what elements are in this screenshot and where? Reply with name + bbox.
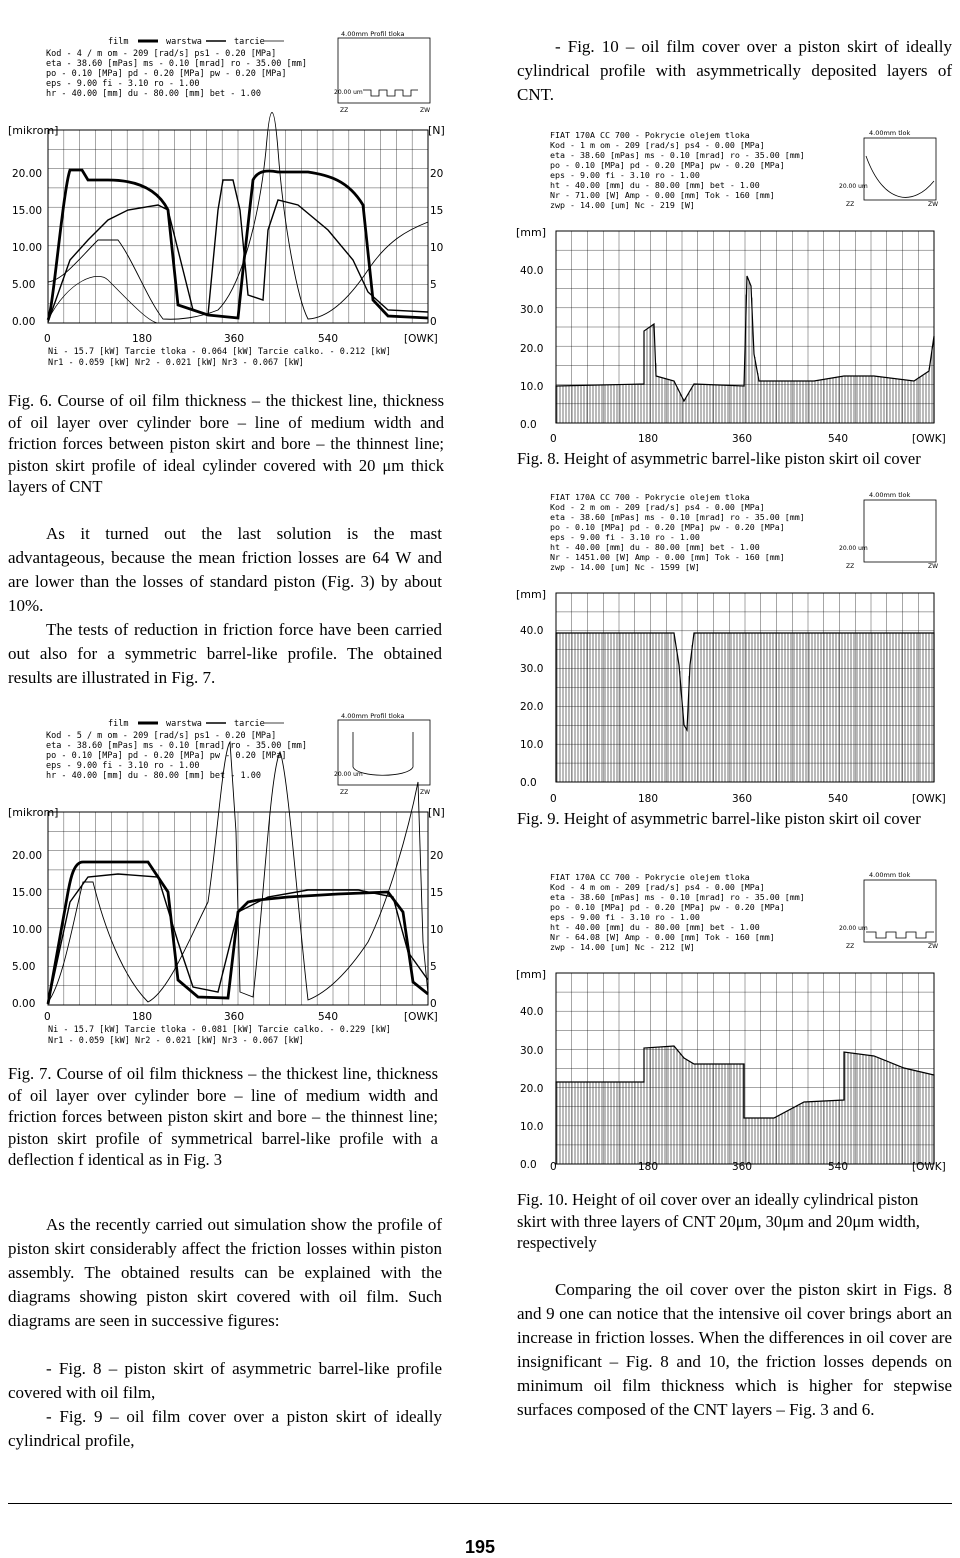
svg-text:ZZ: ZZ xyxy=(846,943,855,950)
figure-10 xyxy=(514,870,954,1175)
svg-text:Kod - 5 / m om - 209: Kod - 5 / m om - 209 [rad/s] ps1 - 0.20 [MPa] xyxy=(46,731,277,741)
x-ticks xyxy=(44,333,438,345)
svg-text:5: 5 xyxy=(430,961,437,973)
y-ticks xyxy=(520,1006,543,1171)
svg-text:Nr - 71.00 [W] Amp - 0.0: Nr - 71.00 [W] Amp - 0.00 [mm] Tok - 160 [mm] xyxy=(550,190,775,200)
svg-text:15: 15 xyxy=(430,887,444,899)
x-ticks xyxy=(550,433,946,445)
svg-text:540: 540 xyxy=(828,793,849,805)
list-item-fig9: - Fig. 9 – oil film cover over a piston skirt of ideally cylindrical profile, xyxy=(8,1407,442,1450)
paragraph-1: As it turned out the last solution is the mast advantageous, because the mean friction losses are 64 W and are lower than the losses of standard piston (Fig. 3) by about 10%. xyxy=(8,524,442,615)
svg-text:ZZ: ZZ xyxy=(846,563,855,570)
svg-text:10.0: 10.0 xyxy=(520,381,544,393)
oil-cover-hatch xyxy=(557,633,932,782)
svg-text:Kod - 1 m om - 209: Kod - 1 m om - 209 [rad/s] ps4 - 0.00 [MPa] xyxy=(550,140,765,150)
svg-text:po - 0.10 [MPa] pd - 0.2: po - 0.10 [MPa] pd - 0.20 [MPa] pw - 0.20 [MPa] xyxy=(550,522,785,532)
svg-text:20: 20 xyxy=(430,850,444,862)
svg-text:ZZ: ZZ xyxy=(340,107,349,114)
svg-text:ZZ: ZZ xyxy=(340,789,349,796)
svg-text:20.0: 20.0 xyxy=(520,701,544,713)
svg-text:ZW: ZW xyxy=(928,201,939,208)
svg-text:540: 540 xyxy=(828,1161,849,1173)
figure-9 xyxy=(514,490,954,808)
svg-text:20.00 um: 20.00 um xyxy=(839,183,868,190)
svg-text:[OWK]: [OWK] xyxy=(404,333,438,345)
plot-grid xyxy=(556,593,934,782)
plot-grid xyxy=(556,973,934,1164)
svg-text:10.00: 10.00 xyxy=(12,242,43,254)
svg-text:4.00mm Profil tloka: 4.00mm Profil tloka xyxy=(341,30,405,38)
y-axis-unit-right: [N] xyxy=(428,124,445,137)
svg-text:eps - 9.00 fi - 3.1: eps - 9.00 fi - 3.10 ro - 1.00 xyxy=(550,912,700,922)
svg-text:0: 0 xyxy=(550,1161,557,1173)
svg-text:4.00mm Profil tloka: 4.00mm Profil tloka xyxy=(341,712,405,720)
svg-text:eps - 9.00 fi - 3.1: eps - 9.00 fi - 3.10 ro - 1.00 xyxy=(46,79,200,89)
paragraph-2: The tests of reduction in friction force have been carried out also for a symmetric barrel-like profile. The obtained results are illustrated in Fig. 7. xyxy=(8,620,442,687)
svg-text:ZW: ZW xyxy=(928,943,939,950)
svg-text:eta - 38.60 [mPas] ms - 0.1: eta - 38.60 [mPas] ms - 0.10 [mrad] ro - 35.00 [mm] xyxy=(550,150,805,160)
svg-text:20.00 um: 20.00 um xyxy=(839,545,868,552)
figure-7-plot xyxy=(8,712,448,1052)
y-ticks-left xyxy=(12,168,42,328)
svg-text:0: 0 xyxy=(550,793,557,805)
svg-text:eta - 38.60 [mPas] ms - 0.1: eta - 38.60 [mPas] ms - 0.10 [mrad] ro - 35.00 [mm] xyxy=(550,512,805,522)
svg-text:360: 360 xyxy=(224,1011,245,1023)
svg-text:360: 360 xyxy=(224,333,245,345)
footer-stats xyxy=(48,1025,391,1046)
paragraph-3: As the recently carried out simulation show the profile of piston skirt considerably affect the friction losses within piston assembly. The obtained results can be explained with the diagrams showing piston skirt covered with oil film. Such diagrams are seen in successive figures: xyxy=(8,1215,442,1330)
svg-text:0.00: 0.00 xyxy=(12,998,36,1010)
paragraph-4: Comparing the oil cover over the piston skirt in Figs. 8 and 9 one can notice that the intensive oil cover brings abort an increase in friction losses. When the differences in oil cover are insignificant – Fig. 8 and 10, the friction losses depends on minimum oil film thickness which is higher for stepwise surfaces composed of the CNT layers – Fig. 3 and 6. xyxy=(517,1280,952,1419)
svg-text:po - 0.10 [MPa] pd - 0.2: po - 0.10 [MPa] pd - 0.20 [MPa] pw - 0.20 [MPa] xyxy=(46,751,287,761)
svg-text:4.00mm tlok: 4.00mm tlok xyxy=(869,129,911,137)
svg-text:po - 0.10 [MPa] pd - 0.2: po - 0.10 [MPa] pd - 0.20 [MPa] pw - 0.20 [MPa] xyxy=(550,902,785,912)
y-ticks-right xyxy=(430,168,443,328)
svg-text:ht - 40.00 [mm] du - 80.0: ht - 40.00 [mm] du - 80.00 [mm] bet - 1.00 xyxy=(550,922,760,932)
svg-text:15.00: 15.00 xyxy=(12,205,43,217)
svg-text:Ni - 15.7 [kW] Tarcie tlo: Ni - 15.7 [kW] Tarcie tloka - 0.064 [kW] Tarcie calko. - 0.212 [kW] xyxy=(48,347,391,357)
svg-text:40.0: 40.0 xyxy=(520,625,544,637)
svg-text:ht - 40.00 [mm] du - 80.0: ht - 40.00 [mm] du - 80.00 [mm] bet - 1.00 xyxy=(550,180,760,190)
svg-text:10.0: 10.0 xyxy=(520,1121,544,1133)
x-ticks xyxy=(550,793,946,805)
svg-text:0.00: 0.00 xyxy=(12,316,36,328)
svg-text:40.0: 40.0 xyxy=(520,265,544,277)
svg-text:[OWK]: [OWK] xyxy=(404,1011,438,1023)
svg-text:ZW: ZW xyxy=(420,107,431,114)
svg-text:0.0: 0.0 xyxy=(520,777,537,789)
svg-text:[OWK]: [OWK] xyxy=(912,793,946,805)
fig7-caption: Fig. 7. Course of oil film thickness – the thickest line, thickness of oil layer over cylinder bore – line of medium width and friction forces between piston skirt and bore – the thinnest line; piston skirt profile of symmetrical barrel-like profile with a deflection f identical as in Fig. 3 xyxy=(8,1064,438,1169)
svg-text:Kod - 2 m om - 209: Kod - 2 m om - 209 [rad/s] ps4 - 0.00 [MPa] xyxy=(550,502,765,512)
figure-8-plot xyxy=(514,126,954,446)
parameter-block xyxy=(550,492,805,572)
svg-text:ZW: ZW xyxy=(928,563,939,570)
legend xyxy=(108,719,284,729)
svg-text:20.00 um: 20.00 um xyxy=(839,925,868,932)
svg-text:[OWK]: [OWK] xyxy=(912,1161,946,1173)
svg-text:0: 0 xyxy=(550,433,557,445)
parameter-block xyxy=(550,872,805,952)
svg-text:0.0: 0.0 xyxy=(520,1159,537,1171)
svg-text:4.00mm tlok: 4.00mm tlok xyxy=(869,491,911,499)
parameter-block xyxy=(46,49,307,99)
svg-text:5: 5 xyxy=(430,279,437,291)
svg-text:Ni - 15.7 [kW] Tarcie tlo: Ni - 15.7 [kW] Tarcie tloka - 0.081 [kW] Tarcie calko. - 0.229 [kW] xyxy=(48,1025,391,1035)
svg-text:540: 540 xyxy=(828,433,849,445)
profile-inset xyxy=(334,30,430,114)
svg-text:po - 0.10 [MPa] pd - 0.2: po - 0.10 [MPa] pd - 0.20 [MPa] pw - 0.20 [MPa] xyxy=(46,69,287,79)
svg-text:10.0: 10.0 xyxy=(520,739,544,751)
svg-text:[mm]: [mm] xyxy=(516,968,547,981)
svg-text:0: 0 xyxy=(44,333,51,345)
svg-text:zwp - 14.00 [um] Nc - 212: zwp - 14.00 [um] Nc - 212 [W] xyxy=(550,942,695,952)
svg-text:0.0: 0.0 xyxy=(520,419,537,431)
figure-9-plot xyxy=(514,490,954,808)
svg-text:eps - 9.00 fi - 3.1: eps - 9.00 fi - 3.10 ro - 1.00 xyxy=(550,170,700,180)
svg-text:4.00mm tlok: 4.00mm tlok xyxy=(869,871,911,879)
svg-text:tarcie: tarcie xyxy=(234,719,265,729)
svg-text:ht - 40.00 [mm] du - 80.0: ht - 40.00 [mm] du - 80.00 [mm] bet - 1.00 xyxy=(550,542,760,552)
svg-text:eta - 38.60 [mPas] ms - 0.1: eta - 38.60 [mPas] ms - 0.10 [mrad] ro - 35.00 [mm] xyxy=(550,892,805,902)
svg-text:0: 0 xyxy=(430,998,437,1010)
svg-text:5.00: 5.00 xyxy=(12,961,36,973)
svg-text:Kod - 4 m om - 209: Kod - 4 m om - 209 [rad/s] ps4 - 0.00 [MPa] xyxy=(550,882,765,892)
svg-text:30.0: 30.0 xyxy=(520,304,544,316)
plot-grid xyxy=(556,231,934,423)
svg-text:20.00: 20.00 xyxy=(12,850,43,862)
x-ticks xyxy=(550,1161,946,1173)
svg-text:180: 180 xyxy=(638,793,659,805)
x-ticks xyxy=(44,1011,438,1023)
profile-inset xyxy=(839,871,938,950)
svg-text:20: 20 xyxy=(430,168,444,180)
parameter-block xyxy=(46,731,307,781)
svg-text:[mm]: [mm] xyxy=(516,588,547,601)
svg-text:[mikrom]: [mikrom] xyxy=(8,806,59,819)
footer-rule xyxy=(8,1503,952,1504)
figure-10-plot xyxy=(514,870,954,1175)
svg-text:40.0: 40.0 xyxy=(520,1006,544,1018)
y-ticks-right xyxy=(430,850,443,1010)
legend-tarcie: tarcie xyxy=(234,37,265,47)
svg-text:180: 180 xyxy=(638,1161,659,1173)
svg-text:eta - 38.60 [mPas] ms - 0.1: eta - 38.60 [mPas] ms - 0.10 [mrad] ro - 35.00 [mm] xyxy=(46,741,307,751)
figure-8 xyxy=(514,126,954,446)
svg-text:180: 180 xyxy=(132,333,153,345)
y-axis-unit-left: [mikrom] xyxy=(8,124,59,137)
svg-text:540: 540 xyxy=(318,1011,339,1023)
svg-text:Kod - 4 / m om - 209: Kod - 4 / m om - 209 [rad/s] ps1 - 0.20 [MPa] xyxy=(46,49,277,59)
svg-text:0: 0 xyxy=(430,316,437,328)
svg-text:Nr - 1451.00 [W] Amp - 0.0: Nr - 1451.00 [W] Amp - 0.00 [mm] Tok - 160 [mm] xyxy=(550,552,785,562)
svg-text:zwp - 14.00 [um] Nc - 1599: zwp - 14.00 [um] Nc - 1599 [W] xyxy=(550,562,700,572)
y-ticks xyxy=(520,625,543,789)
svg-text:eta - 38.60 [mPas] ms - 0.1: eta - 38.60 [mPas] ms - 0.10 [mrad] ro - 35.00 [mm] xyxy=(46,59,307,69)
svg-text:po - 0.10 [MPa] pd - 0.2: po - 0.10 [MPa] pd - 0.20 [MPa] pw - 0.20 [MPa] xyxy=(550,160,785,170)
legend-film: film xyxy=(108,37,129,47)
svg-text:0: 0 xyxy=(44,1011,51,1023)
y-axis-unit: [mm] xyxy=(516,226,547,239)
svg-text:20.0: 20.0 xyxy=(520,1083,544,1095)
svg-text:zwp - 14.00 [um] Nc - 219: zwp - 14.00 [um] Nc - 219 [W] xyxy=(550,200,695,210)
legend-warstwa: warstwa xyxy=(166,37,202,47)
y-ticks-left xyxy=(12,850,42,1010)
svg-text:FIAT 170A CC 700 - Pokrycie: FIAT 170A CC 700 - Pokrycie olejem tloka xyxy=(550,872,750,882)
footer-stats xyxy=(48,347,391,368)
figure-6 xyxy=(8,30,448,380)
svg-text:180: 180 xyxy=(638,433,659,445)
svg-text:film: film xyxy=(108,719,129,729)
svg-text:FIAT 170A CC 700 - Pokrycie: FIAT 170A CC 700 - Pokrycie olejem tloka xyxy=(550,130,750,140)
svg-text:Nr1 - 0.059 [kW] Nr: Nr1 - 0.059 [kW] Nr2 - 0.021 [kW] Nr3 - 0.067 [kW] xyxy=(48,358,304,368)
svg-text:20.00 um: 20.00 um xyxy=(334,89,363,96)
page-number: 195 xyxy=(464,1537,496,1557)
svg-text:eps - 9.00 fi - 3.1: eps - 9.00 fi - 3.10 ro - 1.00 xyxy=(550,532,700,542)
svg-text:360: 360 xyxy=(732,433,753,445)
svg-text:warstwa: warstwa xyxy=(166,719,202,729)
svg-text:15: 15 xyxy=(430,205,444,217)
svg-text:30.0: 30.0 xyxy=(520,1045,544,1057)
svg-text:[OWK]: [OWK] xyxy=(912,433,946,445)
svg-text:15.00: 15.00 xyxy=(12,887,43,899)
svg-text:10: 10 xyxy=(430,242,444,254)
svg-text:ZZ: ZZ xyxy=(846,201,855,208)
profile-inset xyxy=(839,491,938,570)
svg-text:540: 540 xyxy=(318,333,339,345)
y-ticks xyxy=(520,265,543,431)
fig10-caption: Fig. 10. Height of oil cover over an ideally cylindrical piston skirt with three layers of CNT 20μm, 30μm and 20μm width, respectively xyxy=(517,1190,920,1252)
profile-inset xyxy=(839,129,938,208)
figure-7 xyxy=(8,712,448,1052)
svg-text:360: 360 xyxy=(732,793,753,805)
svg-text:10: 10 xyxy=(430,924,444,936)
svg-text:ZW: ZW xyxy=(420,789,431,796)
legend xyxy=(108,37,284,47)
svg-text:5.00: 5.00 xyxy=(12,279,36,291)
fig9-caption: Fig. 9. Height of asymmetric barrel-like piston skirt oil cover xyxy=(517,809,921,828)
svg-text:360: 360 xyxy=(732,1161,753,1173)
svg-text:FIAT 170A CC 700 - Pokrycie: FIAT 170A CC 700 - Pokrycie olejem tloka xyxy=(550,492,750,502)
fig8-caption: Fig. 8. Height of asymmetric barrel-like piston skirt oil cover xyxy=(517,449,921,468)
svg-text:[N]: [N] xyxy=(428,806,445,819)
svg-text:hr - 40.00 [mm] du - 80.0: hr - 40.00 [mm] du - 80.00 [mm] bet - 1.00 xyxy=(46,89,261,99)
svg-text:20.00: 20.00 xyxy=(12,168,43,180)
list-item-fig8: - Fig. 8 – piston skirt of asymmetric barrel-like profile covered with oil film, xyxy=(8,1359,442,1402)
svg-text:30.0: 30.0 xyxy=(520,663,544,675)
fig6-caption: Fig. 6. Course of oil film thickness – the thickest line, thickness of oil layer over cylinder bore – line of medium width and friction forces between piston skirt and bore – the thinnest line; piston skirt profile of ideal cylinder covered with 20 μm thick layers of CNT xyxy=(8,391,444,496)
svg-text:20.00 um: 20.00 um xyxy=(334,771,363,778)
svg-text:180: 180 xyxy=(132,1011,153,1023)
svg-text:eps - 9.00 fi - 3.1: eps - 9.00 fi - 3.10 ro - 1.00 xyxy=(46,761,200,771)
svg-text:hr - 40.00 [mm] du - 80.0: hr - 40.00 [mm] du - 80.00 [mm] bet - 1.00 xyxy=(46,771,261,781)
list-item-fig10: - Fig. 10 – oil film cover over a piston skirt of ideally cylindrical profile with asymmetrically deposited layers of CNT. xyxy=(517,37,952,104)
profile-inset xyxy=(334,712,430,796)
parameter-block xyxy=(550,130,805,210)
svg-text:10.00: 10.00 xyxy=(12,924,43,936)
figure-6-plot xyxy=(8,30,448,380)
svg-text:Nr1 - 0.059 [kW] Nr: Nr1 - 0.059 [kW] Nr2 - 0.021 [kW] Nr3 - 0.067 [kW] xyxy=(48,1036,304,1046)
svg-text:Nr - 64.08 [W] Amp - 0.0: Nr - 64.08 [W] Amp - 0.00 [mm] Tok - 160 [mm] xyxy=(550,932,775,942)
svg-text:20.0: 20.0 xyxy=(520,343,544,355)
